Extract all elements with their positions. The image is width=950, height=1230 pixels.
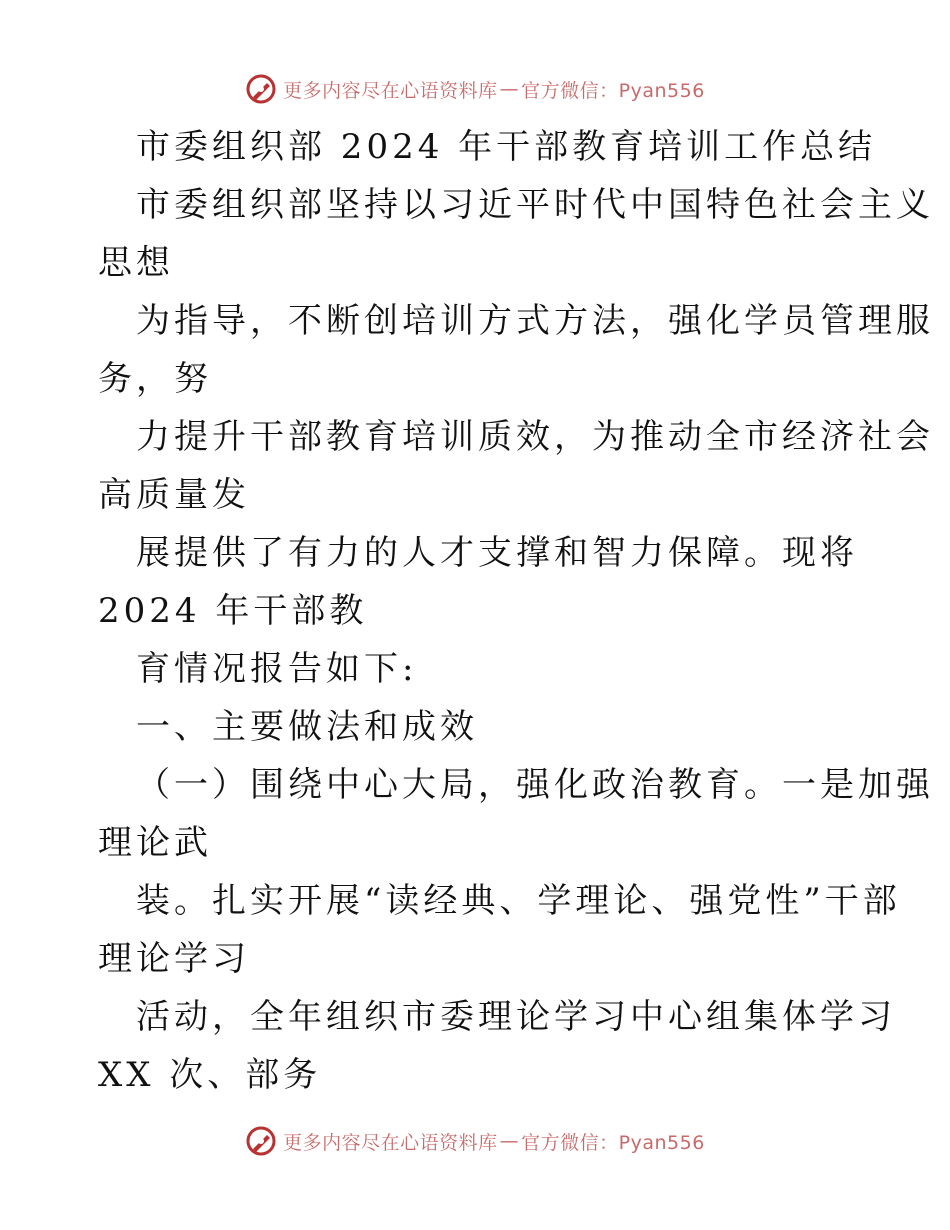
text-line: 装。扎实开展“读经典、学理论、强党性”干部 xyxy=(136,881,901,921)
document-body xyxy=(98,118,934,1104)
text-line: 活动，全年组织市委理论学习中心组集体学习 xyxy=(136,997,896,1037)
pen-logo-icon xyxy=(245,73,277,105)
watermark-text: 更多内容尽在心语资料库 xyxy=(283,1131,498,1154)
text-line: XX 次、部务 xyxy=(98,1055,322,1095)
watermark-separator: — xyxy=(499,78,520,100)
document-title: 市委组织部 2024 年干部教育培训工作总结 xyxy=(136,127,877,167)
subsection-heading: （一）围绕中心大局，强化政治教育。一是加强 xyxy=(136,765,934,805)
watermark-separator: — xyxy=(499,1130,520,1152)
section-heading: 一、主要做法和成效 xyxy=(136,707,478,747)
footer-watermark xyxy=(0,1124,950,1158)
text-line: 务，努 xyxy=(98,359,212,399)
text-line: 展提供了有力的人才支撑和智力保障。现将 xyxy=(136,533,858,573)
watermark-contact: 官方微信：Pyan556 xyxy=(521,1131,705,1154)
text-line: 市委组织部坚持以习近平时代中国特色社会主义 xyxy=(136,185,934,225)
text-line: 为指导，不断创培训方式方法，强化学员管理服 xyxy=(136,301,934,341)
watermark-contact: 官方微信：Pyan556 xyxy=(521,79,705,102)
pen-logo-icon xyxy=(245,1125,277,1157)
text-line: 力提升干部教育培训质效，为推动全市经济社会 xyxy=(136,417,934,457)
header-watermark xyxy=(0,72,950,106)
text-line: 理论武 xyxy=(98,823,212,863)
text-line: 思想 xyxy=(98,243,174,283)
text-line: 高质量发 xyxy=(98,475,250,515)
text-line: 2024 年干部教 xyxy=(98,591,368,631)
text-line: 育情况报告如下: xyxy=(136,649,418,689)
watermark-text: 更多内容尽在心语资料库 xyxy=(283,79,498,102)
text-line: 理论学习 xyxy=(98,939,250,979)
